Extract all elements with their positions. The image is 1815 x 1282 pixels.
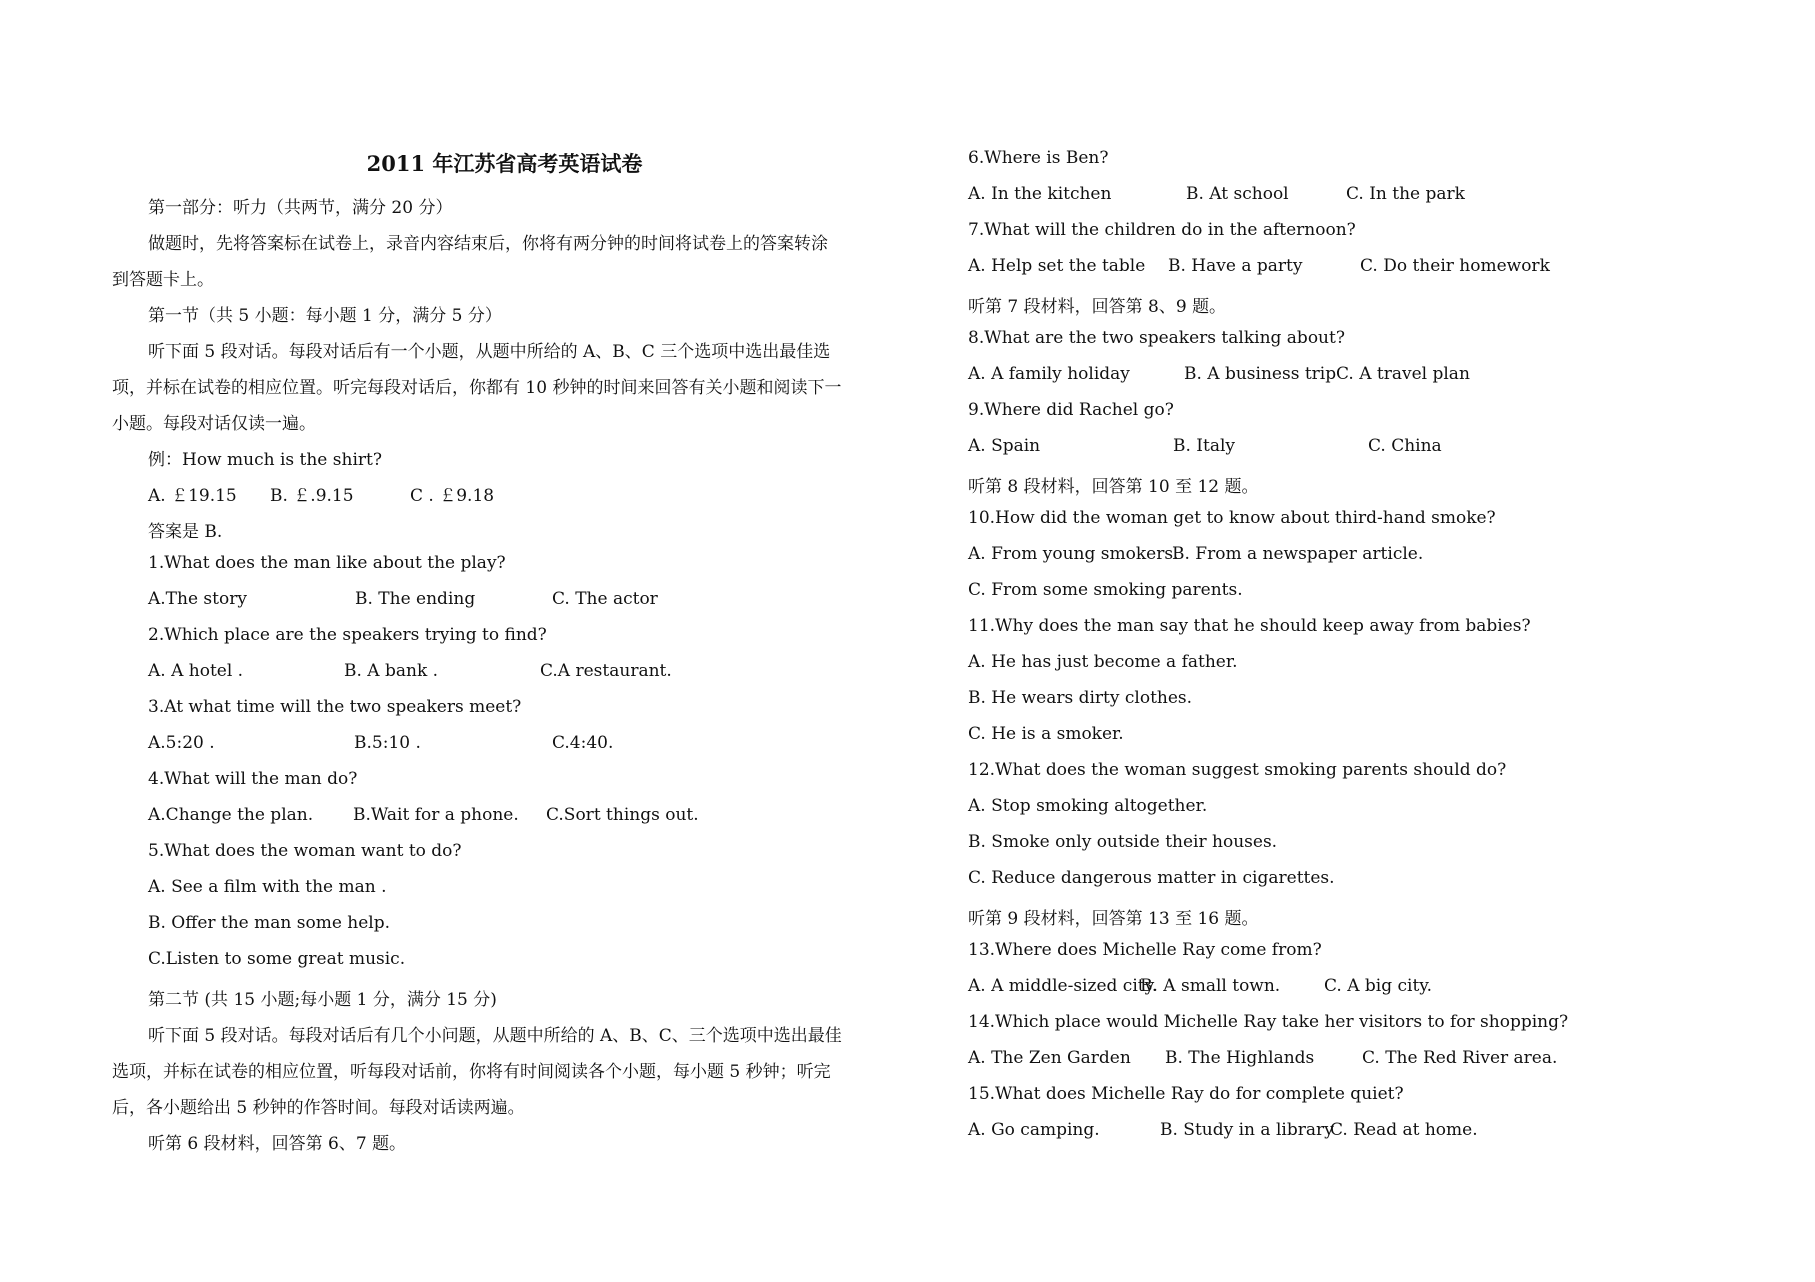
instruction-line: 选项，并标在试卷的相应位置，听每段对话前，你将有时间阅读各个小题，每小题 5 秒钟；听完 xyxy=(112,1062,831,1082)
question-13: 13.Where does Michelle Ray come from? xyxy=(968,940,1322,960)
q7-option-a: A. Help set the table xyxy=(968,256,1146,276)
q2-option-a: A. A hotel . xyxy=(148,661,244,681)
instruction-line: 到答题卡上。 xyxy=(112,270,214,290)
q12-option-a: A. Stop smoking altogether. xyxy=(968,796,1208,816)
material-6-heading: 听第 6 段材料，回答第 6、7 题。 xyxy=(148,1134,407,1154)
question-7: 7.What will the children do in the afternoon? xyxy=(968,220,1356,240)
q9-option-a: A. Spain xyxy=(968,436,1041,456)
instruction-line: 听下面 5 段对话。每段对话后有几个小问题，从题中所给的 A、B、C、三个选项中选出最佳 xyxy=(148,1026,842,1046)
question-8: 8.What are the two speakers talking about? xyxy=(968,328,1345,348)
question-12: 12.What does the woman suggest smoking parents should do? xyxy=(968,760,1507,780)
example-option-b: B. ￡.9.15 xyxy=(270,486,354,506)
example-question: 例：How much is the shirt? xyxy=(148,450,382,470)
question-15: 15.What does Michelle Ray do for complete quiet? xyxy=(968,1084,1404,1104)
section1-heading: 第一节（共 5 小题：每小题 1 分，满分 5 分） xyxy=(148,306,502,326)
example-option-a: A. ￡19.15 xyxy=(148,486,237,506)
q3-option-c: C.4:40. xyxy=(552,733,614,753)
q14-option-c: C. The Red River area. xyxy=(1362,1048,1558,1068)
q15-option-b: B. Study in a library xyxy=(1160,1120,1334,1140)
section2-heading: 第二节 (共 15 小题;每小题 1 分，满分 15 分) xyxy=(148,990,497,1010)
q6-option-b: B. At school xyxy=(1186,184,1289,204)
q4-option-a: A.Change the plan. xyxy=(148,805,314,825)
instruction-line: 后，各小题给出 5 秒钟的作答时间。每段对话读两遍。 xyxy=(112,1098,525,1118)
instruction-line: 做题时，先将答案标在试卷上，录音内容结束后，你将有两分钟的时间将试卷上的答案转涂 xyxy=(148,234,828,254)
instruction-line: 小题。每段对话仅读一遍。 xyxy=(112,414,316,434)
question-4: 4.What will the man do? xyxy=(148,769,358,789)
q8-option-b: B. A business trip xyxy=(1184,364,1337,384)
question-5: 5.What does the woman want to do? xyxy=(148,841,462,861)
q10-option-b: B. From a newspaper article. xyxy=(1172,544,1424,564)
q1-option-a: A.The story xyxy=(148,589,247,609)
q11-option-b: B. He wears dirty clothes. xyxy=(968,688,1193,708)
instruction-line: 项，并标在试卷的相应位置。听完每段对话后，你都有 10 秒钟的时间来回答有关小题和阅读下一 xyxy=(112,378,842,398)
question-2: 2.Which place are the speakers trying to find? xyxy=(148,625,547,645)
q13-option-c: C. A big city. xyxy=(1324,976,1433,996)
part1-heading: 第一部分：听力（共两节，满分 20 分） xyxy=(148,198,453,218)
q2-option-c: C.A restaurant. xyxy=(540,661,672,681)
q9-option-c: C. China xyxy=(1368,436,1442,456)
q11-option-c: C. He is a smoker. xyxy=(968,724,1124,744)
q10-option-a: A. From young smokers. xyxy=(968,544,1179,564)
q8-option-a: A. A family holiday xyxy=(968,364,1130,384)
example-answer: 答案是 B. xyxy=(148,522,223,542)
material-8-heading: 听第 8 段材料，回答第 10 至 12 题。 xyxy=(968,477,1259,497)
q4-option-c: C.Sort things out. xyxy=(546,805,699,825)
q6-option-a: A. In the kitchen xyxy=(968,184,1112,204)
example-option-c: C . ￡9.18 xyxy=(410,486,495,506)
q15-option-c: C. Read at home. xyxy=(1330,1120,1478,1140)
q13-option-a: A. A middle-sized city. xyxy=(968,976,1158,996)
q7-option-c: C. Do their homework xyxy=(1360,256,1550,276)
material-7-heading: 听第 7 段材料，回答第 8、9 题。 xyxy=(968,297,1227,317)
q15-option-a: A. Go camping. xyxy=(968,1120,1100,1140)
exam-title: 2011 年江苏省高考英语试卷 xyxy=(366,151,643,176)
q3-option-a: A.5:20 . xyxy=(148,733,215,753)
q14-option-b: B. The Highlands xyxy=(1165,1048,1315,1068)
q12-option-c: C. Reduce dangerous matter in cigarettes. xyxy=(968,868,1335,888)
q11-option-a: A. He has just become a father. xyxy=(968,652,1238,672)
question-10: 10.How did the woman get to know about third-hand smoke? xyxy=(968,508,1496,528)
q10-option-c: C. From some smoking parents. xyxy=(968,580,1243,600)
question-14: 14.Which place would Michelle Ray take her visitors to for shopping? xyxy=(968,1012,1569,1032)
q1-option-b: B. The ending xyxy=(355,589,476,609)
q14-option-a: A. The Zen Garden xyxy=(968,1048,1131,1068)
q8-option-c: C. A travel plan xyxy=(1336,364,1470,384)
instruction-line: 听下面 5 段对话。每段对话后有一个小题，从题中所给的 A、B、C 三个选项中选出最佳选 xyxy=(148,342,831,362)
q1-option-c: C. The actor xyxy=(552,589,658,609)
q3-option-b: B.5:10 . xyxy=(354,733,421,753)
q7-option-b: B. Have a party xyxy=(1168,256,1303,276)
q5-option-a: A. See a film with the man . xyxy=(148,877,387,897)
q6-option-c: C. In the park xyxy=(1346,184,1465,204)
question-9: 9.Where did Rachel go? xyxy=(968,400,1174,420)
q5-option-b: B. Offer the man some help. xyxy=(148,913,391,933)
q2-option-b: B. A bank . xyxy=(344,661,439,681)
question-1: 1.What does the man like about the play? xyxy=(148,553,506,573)
q4-option-b: B.Wait for a phone. xyxy=(353,805,519,825)
question-11: 11.Why does the man say that he should keep away from babies? xyxy=(968,616,1531,636)
q5-option-c: C.Listen to some great music. xyxy=(148,949,406,969)
question-3: 3.At what time will the two speakers meet? xyxy=(148,697,522,717)
material-9-heading: 听第 9 段材料，回答第 13 至 16 题。 xyxy=(968,909,1259,929)
q12-option-b: B. Smoke only outside their houses. xyxy=(968,832,1278,852)
q9-option-b: B. Italy xyxy=(1173,436,1236,456)
question-6: 6.Where is Ben? xyxy=(968,148,1109,168)
q13-option-b: B. A small town. xyxy=(1140,976,1281,996)
